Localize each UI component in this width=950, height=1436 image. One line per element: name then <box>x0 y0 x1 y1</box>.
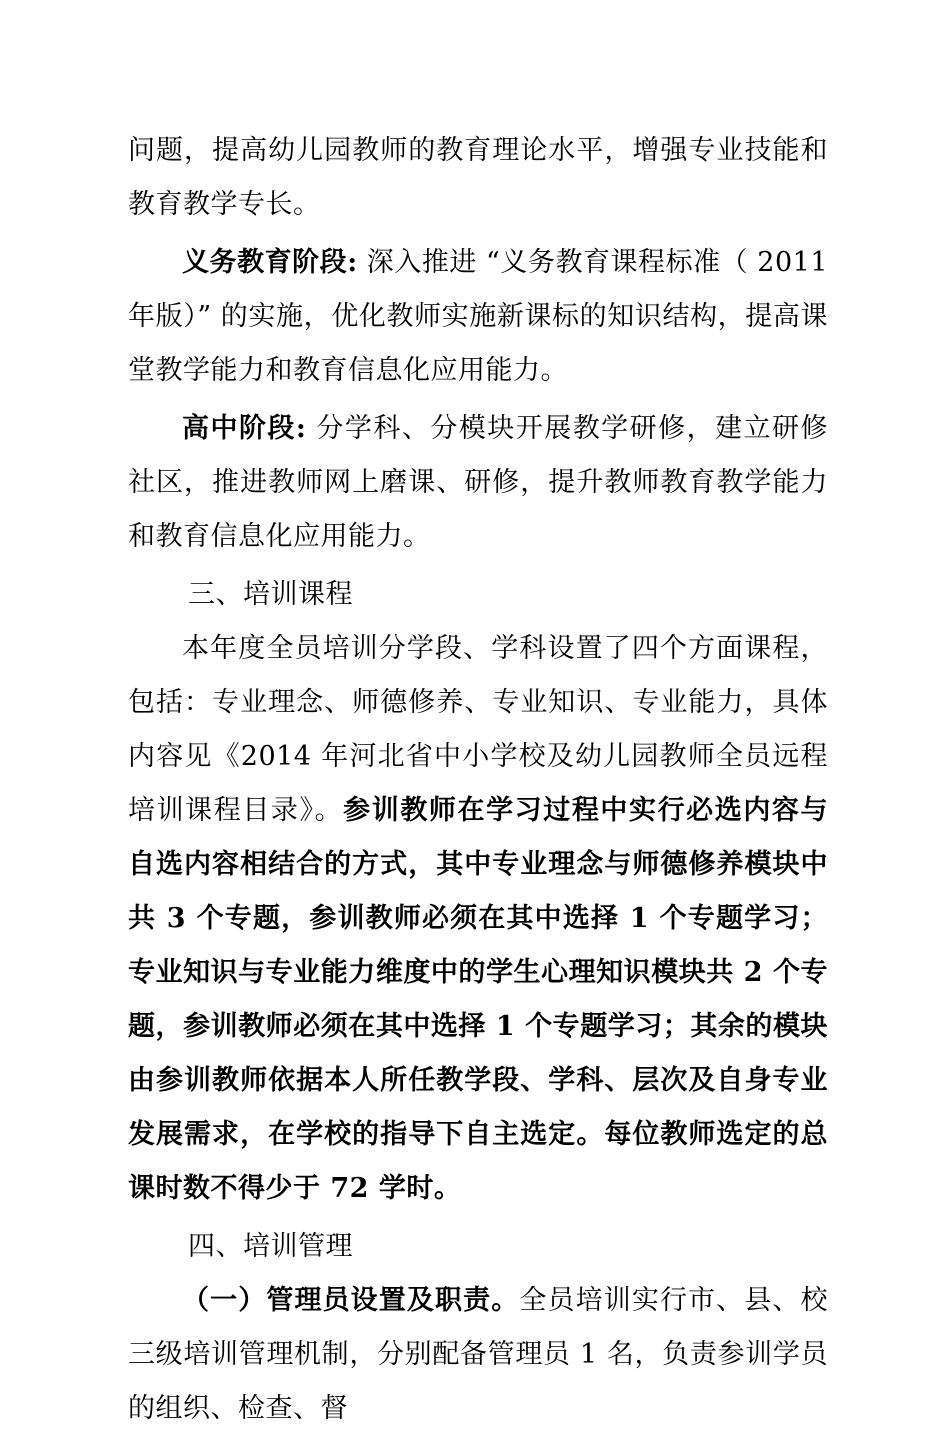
high-school-label: 高中阶段: <box>182 413 307 444</box>
courses-paragraph <box>128 622 828 1216</box>
intro-paragraph <box>128 124 828 232</box>
section-heading-courses: 三、培训课程 <box>188 579 353 610</box>
management-text: 全员培训实行市、县、校三级培训管理机制，分别配备管理员 1 名，负责参训学员的组织、检查、督 <box>128 1285 829 1424</box>
courses-text: 本年度全员培训分学段、学科设置了四个方面课程，包括：专业理念、师德修养、专业知识、专业能力，具体内容见《2014 年河北省中小学校及幼儿园教师全员远程培训课程目录》。 <box>128 633 828 826</box>
compulsory-education-label: 义务教育阶段: <box>182 247 358 278</box>
section-heading-management: 四、培训管理 <box>188 1231 353 1262</box>
high-school-paragraph <box>128 402 828 564</box>
high-school-text: 分学科、分模块开展教学研修，建立研修社区，推进教师网上磨课、研修，提升教师教育教学能力和教育信息化应用能力。 <box>128 413 828 552</box>
management-label: （一）管理员设置及职责。 <box>182 1285 520 1316</box>
document-page <box>128 124 828 1436</box>
compulsory-education-paragraph <box>128 236 828 398</box>
intro-text: 问题，提高幼儿园教师的教育理论水平，增强专业技能和教育教学专长。 <box>128 135 828 220</box>
management-paragraph <box>128 1274 828 1436</box>
compulsory-education-text: 深入推进 “义务教育课程标准（ 2011 年版）” 的实施，优化教师实施新课标的知识结构，提高课堂教学能力和教育信息化应用能力。 <box>128 247 829 386</box>
courses-bold-text: 参训教师在学习过程中实行必选内容与自选内容相结合的方式，其中专业理念与师德修养模块中共 3 个专题，参训教师必须在其中选择 1 个专题学习； 专业知识与专业能力维度中的学生心理知识模块共 2 个专题，参训教师必须在其中选择 1 个专题学习；其余的模块由参训教师依据本人所任教学段、学科、层次及自身专业发展需求，在学校的指导下自主选定。每位教师选定的总课时数不得少于 72 学时。 <box>128 795 829 1204</box>
